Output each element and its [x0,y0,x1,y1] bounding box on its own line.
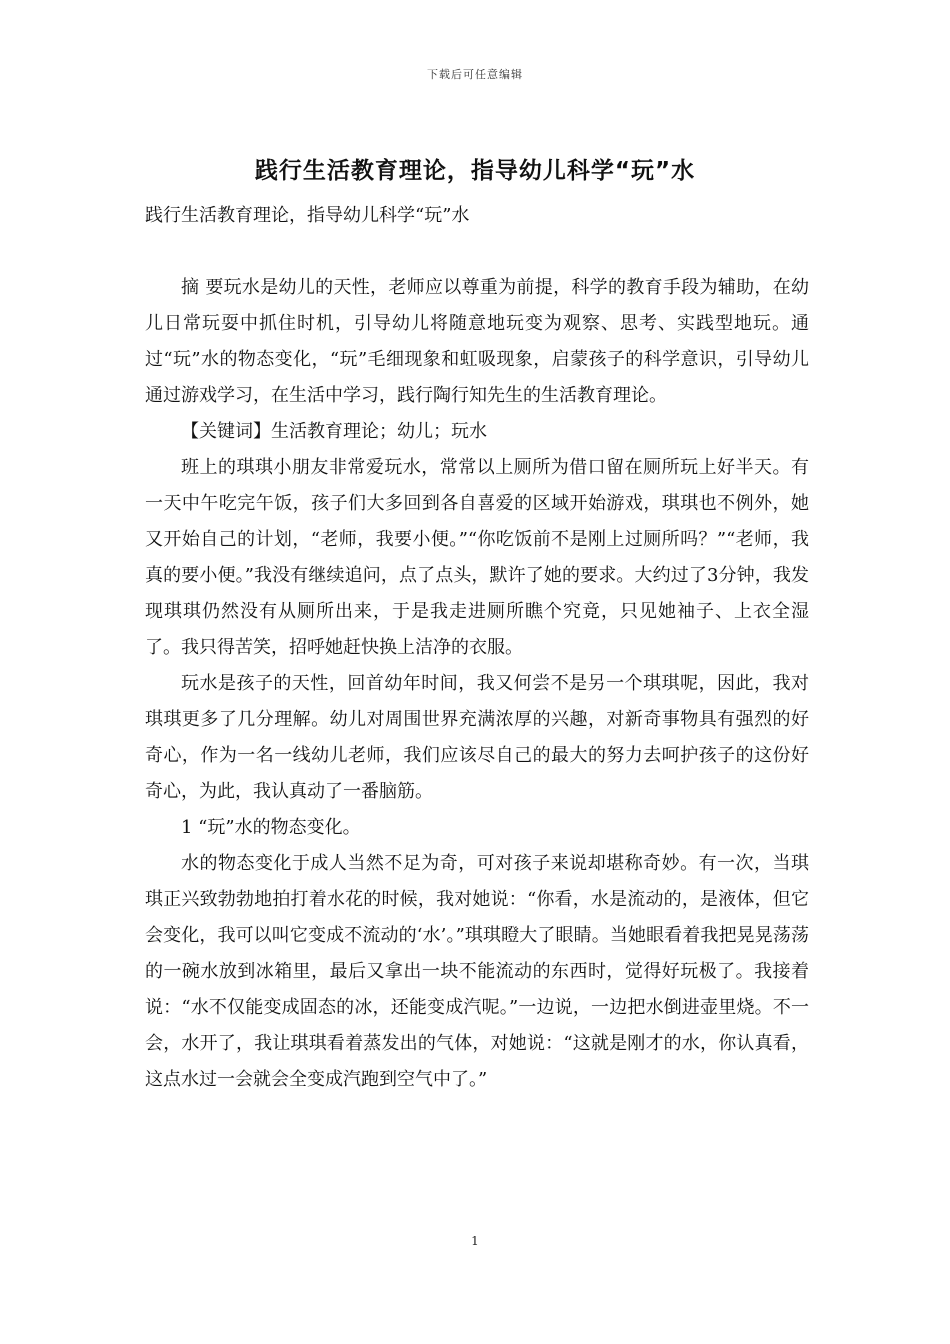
document-body [145,198,809,1098]
body-paragraph: 班上的琪琪小朋友非常爱玩水，常常以上厕所为借口留在厕所玩上好半天。有一天中午吃完午饭，孩子们大多回到各自喜爱的区域开始游戏，琪琪也不例外，她又开始自己的计划，“老师，我要小便。”“你吃饭前不是刚上过厕所吗？”“老师，我真的要小便。”我没有继续追问，点了点头，默许了她的要求。大约过了3分钟，我发现琪琪仍然没有从厕所出来，于是我走进厕所瞧个究竟，只见她袖子、上衣全湿了。我只得苦笑，招呼她赶快换上洁净的衣服。 [145,457,809,658]
abstract-paragraph: 摘 要玩水是幼儿的天性，老师应以尊重为前提，科学的教育手段为辅助，在幼儿日常玩耍中抓住时机，引导幼儿将随意地玩变为观察、思考、实践型地玩。通过“玩”水的物态变化，“玩”毛细现象和虹吸现象，启蒙孩子的科学意识，引导幼儿通过游戏学习，在生活中学习，践行陶行知先生的生活教育理论。 [145,277,809,406]
section-heading: 1 “玩”水的物态变化。 [181,817,361,838]
body-paragraph: 玩水是孩子的天性，回首幼年时间，我又何尝不是另一个琪琪呢，因此，我对琪琪更多了几分理解。幼儿对周围世界充满浓厚的兴趣，对新奇事物具有强烈的好奇心，作为一名一线幼儿老师，我们应该尽自己的最大的努力去呵护孩子的这份好奇心，为此，我认真动了一番脑筋。 [145,673,809,802]
page-number: 1 [471,1234,479,1248]
page-header: 下载后可任意编辑 [427,68,523,81]
body-paragraph: 水的物态变化于成人当然不足为奇，可对孩子来说却堪称奇妙。有一次，当琪琪正兴致勃勃地拍打着水花的时候，我对她说：“你看，水是流动的，是液体，但它会变化，我可以叫它变成不流动的‘水’。”琪琪瞪大了眼睛。当她眼看着我把晃晃荡荡的一碗水放到冰箱里，最后又拿出一块不能流动的东西时，觉得好玩极了。我接着说：“水不仅能变成固态的冰，还能变成汽呢。”一边说，一边把水倒进壶里烧。不一会，水开了，我让琪琪看着蒸发出的气体，对她说：“这就是刚才的水，你认真看，这点水过一会就会全变成汽跑到空气中了。” [145,853,809,1090]
document-title: 践行生活教育理论，指导幼儿科学“玩”水 [254,158,696,184]
keywords-paragraph: 【关键词】生活教育理论；幼儿；玩水 [181,421,487,442]
document-subtitle: 践行生活教育理论，指导幼儿科学“玩”水 [145,205,470,226]
